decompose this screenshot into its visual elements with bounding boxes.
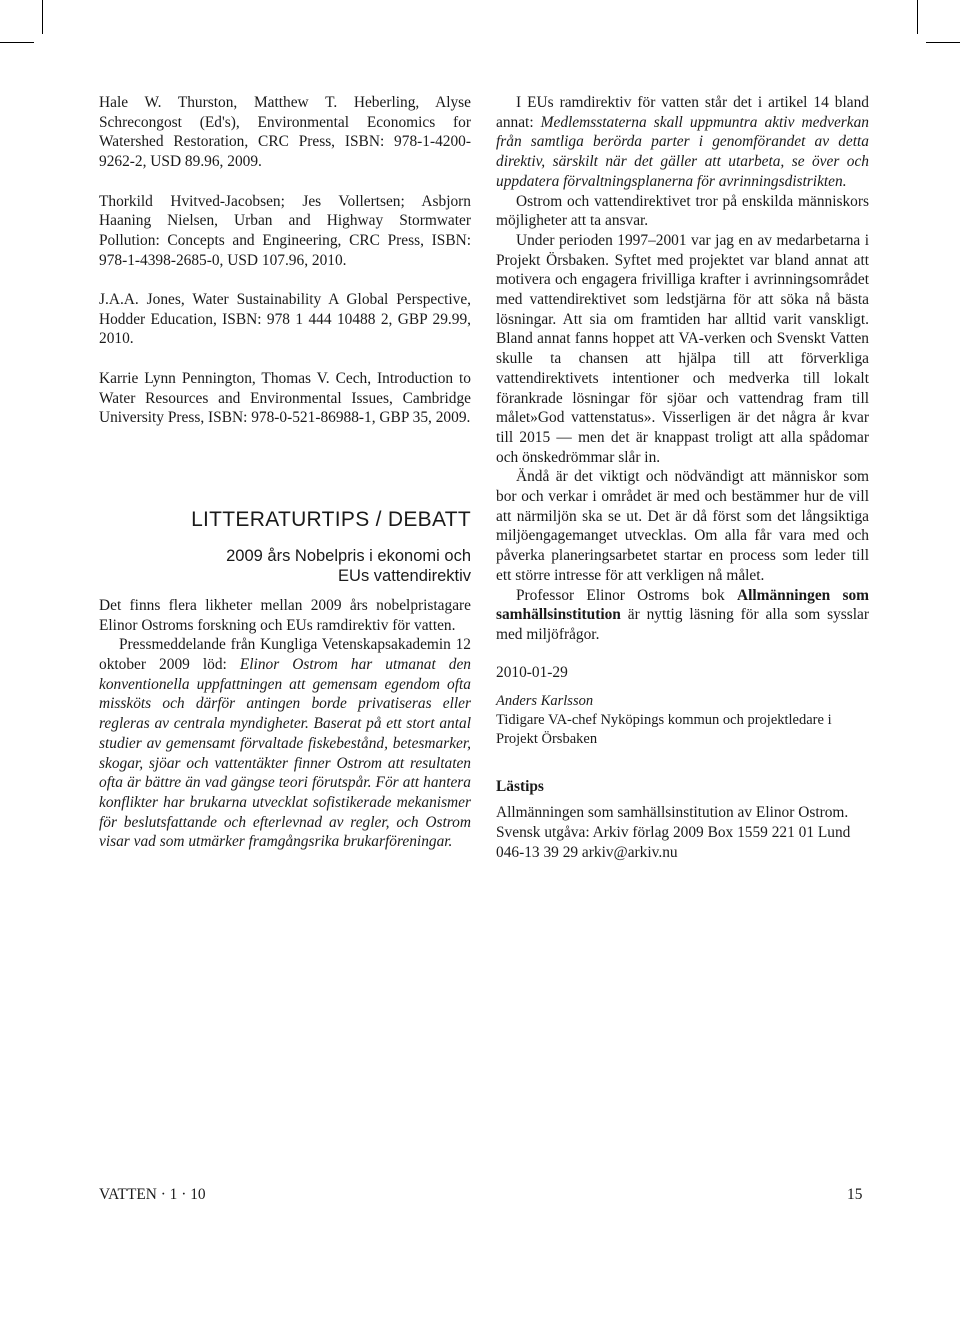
reference-2: Thorkild Hvitved-Jacobsen; Jes Vollertsen; Asbjorn Haaning Nielsen, Urban and Highway Stormwater Pollution: Concepts and Engineering, CRC Press, ISBN: 978-1-4398-2685-0, USD 107.96, 2010. <box>99 192 471 269</box>
press-release-lead: Pressmeddelande från Kungliga Vetenskapsakademin 12 oktober 2009 löd: <box>99 636 471 674</box>
crop-mark-top-right-v <box>917 0 918 34</box>
book-recommendation-paragraph <box>496 586 869 645</box>
book-lead: Professor Elinor Ostroms bok <box>516 586 737 604</box>
footer-publication: VATTEN · 1 · 10 <box>99 1186 206 1203</box>
article-date: 2010-01-29 <box>496 663 568 681</box>
press-release-quote: Elinor Ostrom har utmanat den konventionella uppfattningen att gemensam egendom ofta missköts och därför antingen borde privatiseras eller regleras av centrala myndigheter. Baserat på ett stort antal studier av gemensamt förvaltade fiskebestånd, betesmarker, skogar, sjöar och vattentäkter finner Ostrom att resultaten ofta är bättre än vad gängse teori förutspår. För att hantera konflikter har brukarna utvecklat sofistikerade mekanismer för beslutsfattande och efterlevnad av regler, och Ostrom visar vad som utmärker framgångsrika brukarföreningar. <box>99 656 471 851</box>
body-paragraph-2: Ostrom och vattendirektivet tror på enskilda människors möjligheter att ta ansvar. <box>496 192 869 230</box>
reference-3: J.A.A. Jones, Water Sustainability A Global Perspective, Hodder Education, ISBN: 978 1 444 10488 2, GBP 29.99, 2010. <box>99 291 471 348</box>
book-title: Allmänningen som samhällsinstitution <box>496 586 869 624</box>
intro-paragraph: Det finns flera likheter mellan 2009 års nobelpristagare Elinor Ostroms forskning och EUs ramdirektiv för vatten. <box>99 596 471 634</box>
press-release-paragraph <box>99 635 471 852</box>
reference-4: Karrie Lynn Pennington, Thomas V. Cech, Introduction to Water Resources and Environmental Issues, Cambridge University Press, ISBN: 978-0-521-86988-1, GBP 35, 2009. <box>99 369 471 427</box>
subheading-line-2: EUs vattendirektiv <box>338 566 471 585</box>
reading-tips-heading: Lästips <box>496 778 544 796</box>
author-role: Tidigare VA-chef Nyköpings kommun och projektledare i Projekt Örsbaken <box>496 712 832 748</box>
reference-1: Hale W. Thurston, Matthew T. Heberling, Alyse Schrecongost (Ed's), Environmental Economics for Watershed Restoration, CRC Press, ISBN: 978-1-4200-9262-2, USD 89.96, 2009. <box>99 94 471 171</box>
crop-mark-top-right-h <box>926 42 960 43</box>
directive-lead: I EUs ramdirektiv för vatten står det i artikel 14 bland annat: <box>496 94 869 131</box>
crop-mark-top-left-v <box>42 0 43 34</box>
author-name: Anders Karlsson <box>496 693 594 710</box>
article-subheading <box>99 546 471 586</box>
crop-mark-top-left-h <box>0 42 34 43</box>
body-paragraph-3: Under perioden 1997–2001 var jag en av medarbetarna i Projekt Örsbaken. Syftet med projektet var bland annat att motivera och engagera frivilliga krafter i avrinningsområdet med vattendirektivet som ledstjärna för att söka nå bästa lösningar. Att sia om framtiden har alltid varit vanskligt. Bland annat fanns hoppet att VA-verken och Svenskt Vatten skulle ta chansen att hjälpa till att förverkliga vattendirektivets intentioner och medverka till lokalt förankrade lösningar för sjöar och vattendrag fram till målet»God vattenstatus». Visserligen är det några år kvar till 2015 — men det är knappast troligt att alla spådomar och önskedrömmar slår in. <box>496 231 869 466</box>
body-paragraph-4: Ändå är det viktigt och nödvändigt att människor som bor och verkar i området är med och bestämmer hur de vill att närmiljön ska se ut. Det är då först som det långsiktiga miljöengagemanget utvecklas. Om alla får vara med och påverka planeringsarbetet startar en process som leder till ett större intresse för att verkligen nå målet. <box>496 468 869 584</box>
left-column <box>99 93 471 852</box>
reading-tips-text: Allmänningen som samhällsinstitution av Elinor Ostrom. Svensk utgåva: Arkiv förlag 2009 Box 1559 221 01 Lund 046-13 39 29 arkiv@arkiv.nu <box>496 804 851 861</box>
section-heading: LITTERATURTIPS / DEBATT <box>191 507 471 531</box>
directive-paragraph <box>496 93 869 192</box>
page-number: 15 <box>847 1186 863 1203</box>
directive-quote: Medlemsstaterna skall uppmuntra aktiv medverkan från samtliga berörda parter i genomförandet av detta direktiv, särskilt när det gäller att utarbeta, se över och uppdatera förvaltningsplanerna för avrinningsdistrikten. <box>496 113 869 190</box>
right-column <box>496 93 869 862</box>
book-tail: är nyttig läsning för alla som sysslar med miljöfrågor. <box>496 606 869 643</box>
subheading-line-1: 2009 års Nobelpris i ekonomi och <box>226 546 471 565</box>
